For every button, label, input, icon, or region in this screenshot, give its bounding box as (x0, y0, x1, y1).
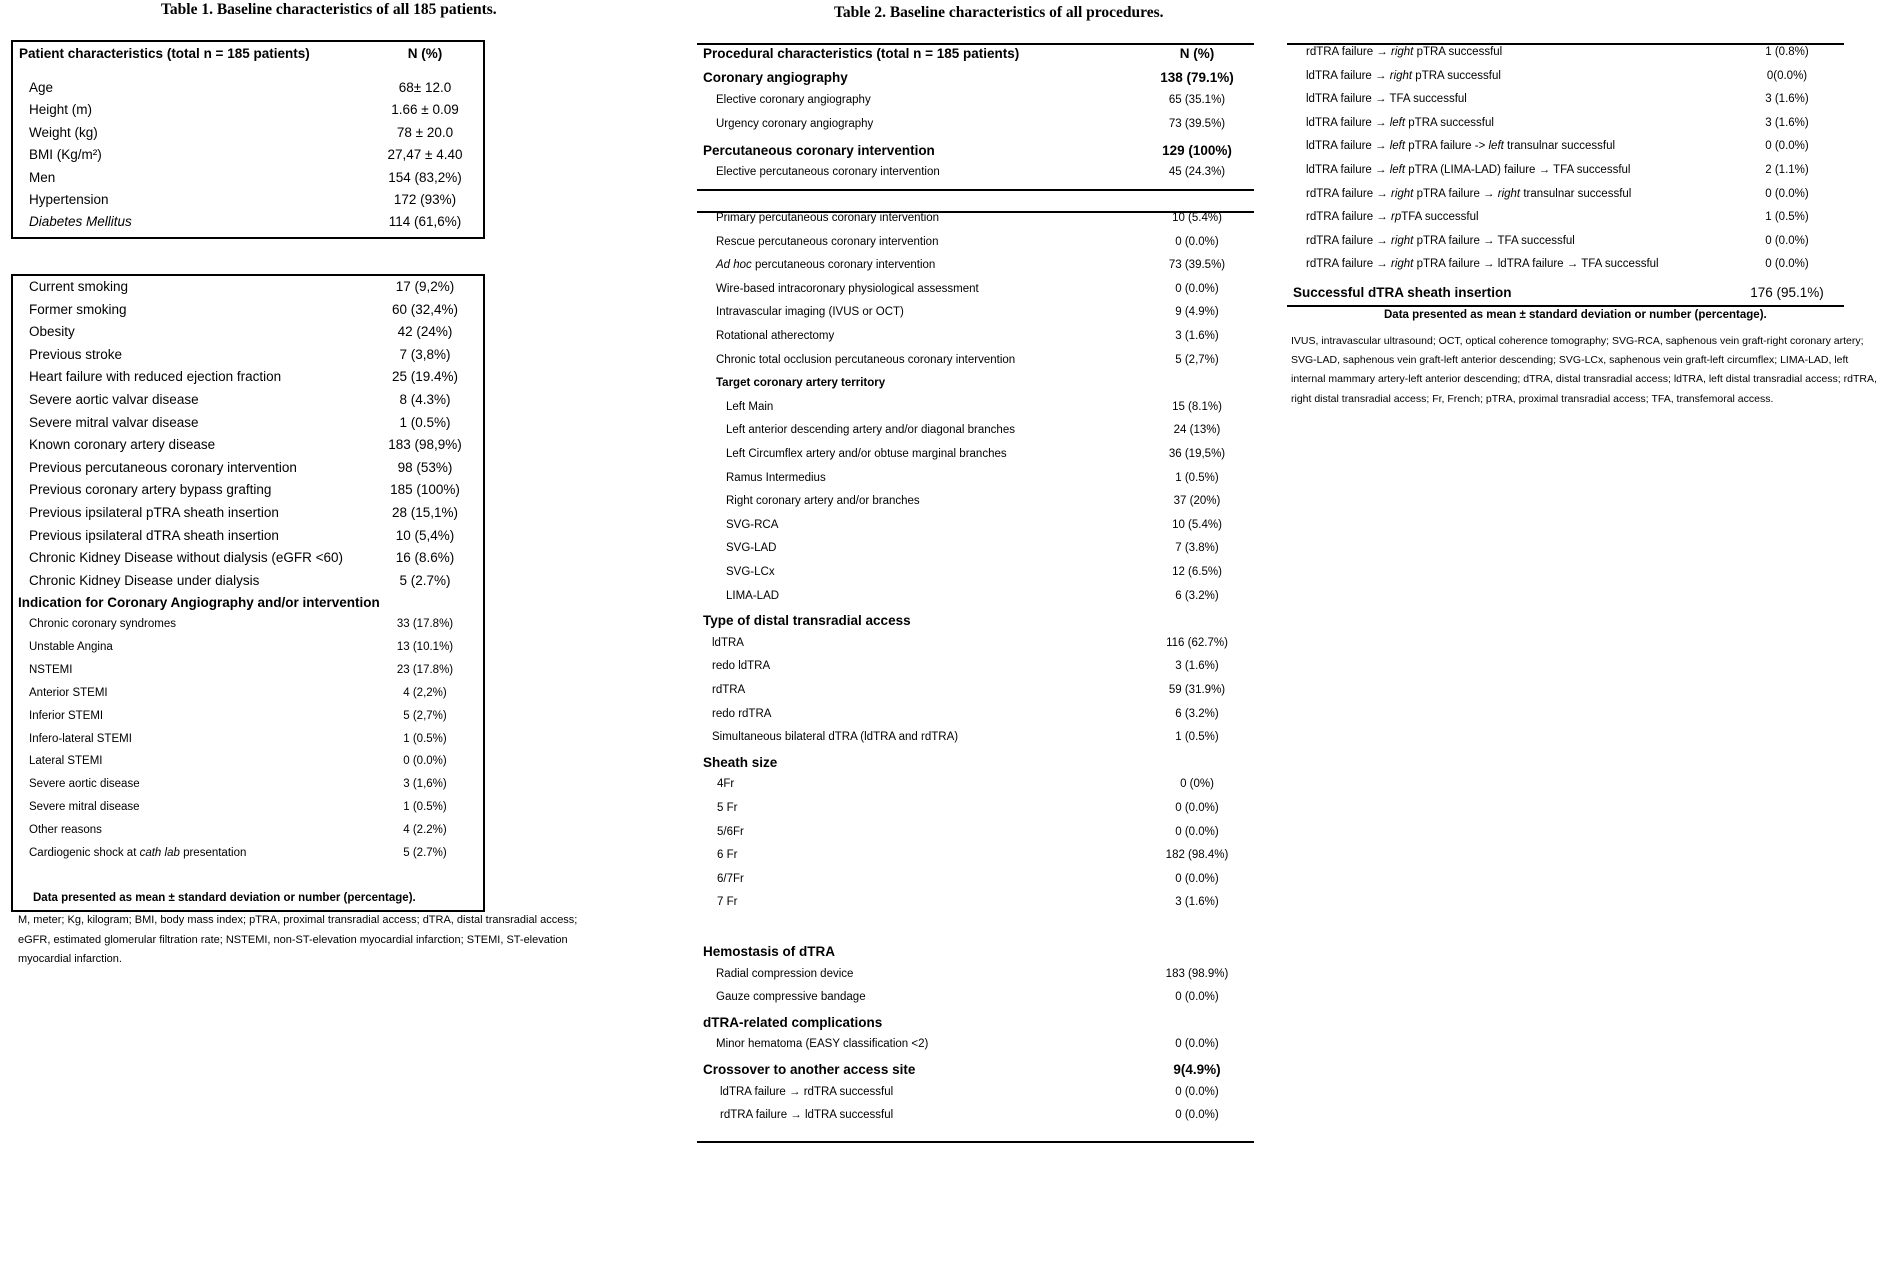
row-value: 28 (15,1%) (391, 505, 459, 520)
row-value: 25 (19.4%) (391, 369, 459, 385)
row-value: 15 (8.1%) (1172, 400, 1222, 413)
table2-bottom-rule (697, 1141, 1254, 1143)
row-value: 0 (0.0%) (1765, 140, 1809, 153)
row-label: Intravascular imaging (IVUS or OCT) (716, 306, 904, 319)
row-value: 42 (24%) (397, 324, 453, 340)
label-text: ldTRA failure → (1306, 69, 1390, 82)
row-label: Unstable Angina (29, 640, 113, 653)
row-label: SVG-LAD (726, 542, 777, 555)
row-value: 7 (3.8%) (1175, 542, 1219, 555)
row-value: 0 (0%) (1180, 778, 1214, 791)
row-label: Lateral STEMI (29, 755, 103, 768)
row-label (1306, 46, 1502, 58)
row-value: 129 (100%) (1162, 143, 1232, 158)
row-label: SVG-LCx (726, 566, 775, 578)
row-value: 17 (9,2%) (395, 279, 455, 294)
row-value: 1 (0.5%) (1175, 471, 1219, 484)
row-label: Previous coronary artery bypass grafting (29, 482, 272, 498)
row-value: 23 (17.8%) (396, 663, 454, 676)
row-label: Type of distal transradial access (703, 613, 911, 629)
row-label: rdTRA (712, 684, 746, 696)
table1-header-label: Patient characteristics (total n = 185 patients) (19, 46, 310, 61)
row-value: 78 ± 20.0 (396, 125, 454, 140)
row-value: 3 (1,6%) (403, 778, 447, 791)
row-label (1306, 140, 1615, 152)
label-italic: right (1391, 187, 1414, 200)
table2-success-label: Successful dTRA sheath insertion (1293, 285, 1512, 300)
abbreviation-line: myocardial infarction. (18, 953, 122, 965)
row-value: 0 (0.0%) (1175, 282, 1219, 295)
label-text: rdTRA failure → (1306, 46, 1391, 58)
row-label (1306, 211, 1479, 223)
row-value: 10 (5.4%) (1172, 518, 1222, 531)
label-text: pTRA failure → (1413, 187, 1498, 200)
label-text: pTRA successful (1412, 69, 1501, 82)
row-value: 1.66 ± 0.09 (391, 102, 459, 117)
row-label: Left anterior descending artery and/or diagonal branches (726, 424, 1015, 437)
table2-cont-bottom-rule (1287, 305, 1844, 307)
row-label: Crossover to another access site (703, 1062, 916, 1077)
row-value: 185 (100%) (390, 482, 460, 498)
row-label: 5/6Fr (717, 825, 744, 838)
row-label (1306, 188, 1631, 200)
row-value: 9(4.9%) (1173, 1062, 1221, 1077)
row-value: 0 (0.0%) (1175, 1085, 1219, 1098)
row-value: 1 (0.5%) (399, 414, 451, 430)
label-italic: cath lab (139, 847, 180, 859)
row-value: 5 (2,7%) (403, 709, 447, 722)
row-label: SVG-RCA (726, 518, 779, 531)
label-italic: rp (1391, 211, 1402, 224)
label-italic: right (1389, 69, 1413, 82)
row-value: 1 (0.5%) (1765, 211, 1809, 224)
row-label: Radial compression device (716, 967, 854, 980)
row-value: 6 (3.2%) (1175, 589, 1219, 602)
table2-cont-top-rule (1287, 43, 1844, 45)
label-text: pTRA successful (1405, 116, 1494, 129)
row-value: 45 (24.3%) (1168, 166, 1226, 178)
row-value: 60 (32,4%) (391, 301, 459, 317)
row-label: Severe mitral valvar disease (29, 414, 199, 430)
row-label: Primary percutaneous coronary intervention (716, 212, 940, 224)
row-value: 24 (13%) (1173, 424, 1221, 437)
row-value: 0 (0.0%) (1765, 258, 1809, 271)
row-label: Previous percutaneous coronary intervention (29, 459, 297, 475)
row-label: Gauze compressive bandage (716, 991, 866, 1004)
row-value: 5 (2.7%) (403, 847, 447, 859)
row-value: 0 (0.0%) (1765, 234, 1809, 247)
row-value: 59 (31.9%) (1168, 684, 1226, 696)
row-label: 5 Fr (717, 802, 738, 814)
row-label: Chronic coronary syndromes (29, 618, 177, 630)
row-value: 5 (2.7%) (399, 572, 451, 588)
row-label: 6/7Fr (717, 872, 744, 885)
row-label: Percutaneous coronary intervention (703, 143, 935, 158)
row-label: Left Main (726, 400, 774, 413)
label-text: TFA successful (1401, 211, 1479, 224)
label-text: rdTRA failure → (1306, 258, 1391, 271)
row-value: 0 (0.0%) (1765, 187, 1809, 200)
label-text: pTRA (LIMA-LAD) failure → TFA successful (1405, 164, 1631, 176)
row-label (716, 259, 935, 271)
row-label: Urgency coronary angiography (716, 118, 874, 130)
row-value: 0 (0.0%) (1175, 872, 1219, 885)
row-label: Wire-based intracoronary physiological assessment (716, 282, 979, 295)
abbreviation-line: right distal transradial access; Fr, French; pTRA, proximal transradial access; TFA, transfemoral access. (1291, 392, 1774, 405)
row-value: 1 (0.5%) (1175, 731, 1219, 744)
row-label: Anterior STEMI (29, 686, 108, 699)
row-value: 0 (0.0%) (1175, 1109, 1219, 1122)
row-label: 6 Fr (717, 849, 738, 862)
label-text: pTRA failure → ldTRA failure → TFA successful (1413, 258, 1659, 271)
label-text: ldTRA failure → (1306, 164, 1390, 176)
row-value: 13 (10.1%) (396, 640, 454, 653)
row-label: Men (29, 170, 56, 185)
label-text: presentation (179, 847, 247, 859)
indication-header: Indication for Coronary Angiography and/or intervention (18, 595, 380, 611)
row-label: Chronic Kidney Disease without dialysis (eGFR <60) (29, 550, 344, 566)
row-label: Chronic total occlusion percutaneous coronary intervention (716, 353, 1016, 366)
label-text: ldTRA failure → (1306, 116, 1390, 129)
table2-success-value: 176 (95.1%) (1750, 285, 1824, 300)
row-value: 1 (0.5%) (403, 801, 447, 814)
label-italic: left (1389, 116, 1406, 129)
row-label: ldTRA (712, 636, 744, 649)
row-value: 3 (1.6%) (1175, 660, 1219, 673)
label-text: transulnar successful (1520, 187, 1632, 200)
row-label: Height (m) (29, 102, 93, 117)
row-label: NSTEMI (29, 663, 73, 676)
row-value: 3 (1.6%) (1175, 330, 1219, 342)
row-value: 1 (0.5%) (403, 732, 447, 745)
row-value: 3 (1.6%) (1765, 116, 1809, 129)
label-text: pTRA failure -> (1405, 140, 1489, 153)
row-value: 3 (1.6%) (1765, 93, 1809, 106)
row-value: 182 (98.4%) (1165, 849, 1229, 862)
row-value: 10 (5,4%) (395, 527, 455, 543)
row-label: Previous ipsilateral dTRA sheath insertion (29, 527, 279, 543)
row-label: Severe aortic disease (29, 778, 140, 791)
row-label: Chronic Kidney Disease under dialysis (29, 572, 260, 588)
row-label: Target coronary artery territory (716, 377, 886, 390)
row-label: redo ldTRA (712, 660, 771, 673)
row-value: 0 (0.0%) (1175, 825, 1219, 838)
row-label: Previous stroke (29, 346, 123, 362)
label-italic: right (1391, 234, 1414, 247)
abbreviation-line: eGFR, estimated glomerular filtration rate; NSTEMI, non-ST-elevation myocardial infarction; STEMI, ST-elevation (18, 933, 568, 946)
row-label: Obesity (29, 324, 75, 340)
label-italic: Ad hoc (716, 259, 752, 272)
row-value: 154 (83,2%) (388, 170, 462, 185)
row-label: Minor hematoma (EASY classification <2) (716, 1038, 929, 1051)
table1-box-history (11, 274, 485, 912)
row-value: 0 (0.0%) (1175, 991, 1219, 1004)
table1-data-note: Data presented as mean ± standard deviation or number (percentage). (33, 892, 416, 904)
row-label: Severe aortic valvar disease (29, 392, 199, 407)
row-value: 116 (62.7%) (1166, 636, 1228, 649)
row-label: ldTRA failure → rdTRA successful (720, 1085, 894, 1098)
row-label: Other reasons (29, 824, 102, 837)
row-label: Elective percutaneous coronary intervention (716, 166, 940, 178)
abbreviation-line: SVG-LAD, saphenous vein graft-left anterior descending; SVG-LCx, saphenous vein graft-left circumflex; LIMA-LAD, left (1291, 354, 1849, 367)
row-value: 0 (0.0%) (1175, 802, 1219, 814)
row-label: Inferior STEMI (29, 709, 104, 722)
table1-box-demographics (11, 40, 485, 239)
row-label: Right coronary artery and/or branches (726, 495, 920, 508)
table1-title: Table 1. Baseline characteristics of all 185 patients. (161, 1, 497, 18)
row-label: 7 Fr (717, 896, 738, 909)
abbreviation-line: internal mammary artery-left anterior descending; dTRA, distal transradial access; ldTRA, left distal transradial access; rdTRA, (1291, 373, 1877, 386)
label-italic: right (1497, 187, 1521, 200)
table2-header-label: Procedural characteristics (total n = 185 patients) (703, 46, 1020, 61)
row-value: 2 (1.1%) (1765, 164, 1809, 176)
row-label: rdTRA failure → ldTRA successful (720, 1109, 894, 1122)
row-value: 6 (3.2%) (1175, 707, 1219, 720)
row-label: Rescue percutaneous coronary intervention (716, 235, 939, 248)
row-value: 0 (0.0%) (1175, 235, 1219, 248)
row-value: 27,47 ± 4.40 (387, 147, 463, 162)
row-label: Known coronary artery disease (29, 437, 216, 453)
label-text: ldTRA failure → TFA successful (1306, 93, 1467, 106)
row-label: Age (29, 80, 54, 95)
row-value: 68± 12.0 (398, 80, 452, 95)
row-label (1306, 117, 1494, 129)
row-value: 0(0.0%) (1766, 69, 1808, 82)
row-label: Current smoking (29, 279, 129, 294)
label-text: transulnar successful (1503, 140, 1616, 153)
row-value: 10 (5.4%) (1172, 212, 1222, 224)
abbreviation-line: M, meter; Kg, kilogram; BMI, body mass index; pTRA, proximal transradial access; dTRA, distal transradial access; (18, 914, 578, 926)
row-value: 5 (2,7%) (1175, 353, 1219, 366)
label-text: pTRA successful (1413, 46, 1503, 58)
label-text: rdTRA failure → (1306, 211, 1391, 224)
row-label: Simultaneous bilateral dTRA (ldTRA and rdTRA) (712, 731, 959, 744)
row-value: 114 (61,6%) (388, 214, 462, 229)
abbreviation-line: IVUS, intravascular ultrasound; OCT, optical coherence tomography; SVG-RCA, saphenous vein graft-right coronary artery; (1291, 335, 1864, 347)
row-value: 183 (98,9%) (388, 437, 462, 453)
row-label: Infero-lateral STEMI (29, 732, 132, 745)
row-value: 7 (3,8%) (399, 346, 451, 362)
row-value: 33 (17.8%) (396, 618, 454, 630)
row-label: Severe mitral disease (29, 801, 140, 814)
row-label (1306, 164, 1630, 176)
row-value: 16 (8.6%) (395, 550, 455, 566)
label-italic: right (1391, 46, 1414, 58)
label-italic: left (1389, 164, 1406, 176)
row-label: Previous ipsilateral pTRA sheath insertion (29, 505, 279, 520)
row-label: Former smoking (29, 301, 127, 317)
row-value: 4 (2,2%) (403, 686, 447, 699)
label-text: rdTRA failure → (1306, 234, 1391, 247)
row-label: Left Circumflex artery and/or obtuse marginal branches (726, 448, 1007, 460)
row-value: 183 (98.9%) (1165, 967, 1229, 980)
row-label (1306, 235, 1575, 247)
row-value: 37 (20%) (1173, 495, 1221, 508)
row-label: Weight (kg) (29, 125, 98, 140)
row-value: 36 (19,5%) (1168, 448, 1226, 460)
row-label: BMI (Kg/m²) (29, 147, 102, 162)
table2-title: Table 2. Baseline characteristics of all procedures. (834, 4, 1164, 21)
row-label (1306, 70, 1501, 82)
row-value: 0 (0.0%) (403, 755, 447, 768)
row-value: 138 (79.1%) (1160, 70, 1234, 85)
row-value: 1 (0.8%) (1765, 46, 1809, 58)
row-label: LIMA-LAD (726, 589, 780, 602)
table2-top-rule (697, 43, 1254, 45)
row-value: 73 (39.5%) (1168, 118, 1226, 130)
row-label: Hemostasis of dTRA (703, 944, 836, 959)
row-value: 9 (4.9%) (1175, 306, 1219, 319)
label-italic: right (1391, 258, 1414, 271)
row-value: 73 (39.5%) (1168, 259, 1226, 272)
row-value: 12 (6.5%) (1172, 566, 1222, 578)
row-label: redo rdTRA (712, 707, 772, 720)
row-value: 3 (1.6%) (1175, 896, 1219, 909)
row-label: Elective coronary angiography (716, 94, 871, 106)
row-label: Coronary angiography (703, 70, 848, 85)
row-label: dTRA-related complications (703, 1014, 883, 1030)
row-label: 4Fr (717, 778, 735, 791)
row-label: Sheath size (703, 754, 778, 770)
row-label (1306, 258, 1659, 270)
row-label: Diabetes Mellitus (29, 214, 132, 229)
table1-header-value: N (%) (407, 46, 443, 61)
row-label (1306, 93, 1467, 105)
label-italic: left (1389, 140, 1406, 153)
label-text: rdTRA failure → (1306, 187, 1391, 200)
row-label: Ramus Intermedius (726, 471, 826, 484)
label-italic: left (1488, 140, 1504, 153)
row-value: 0 (0.0%) (1175, 1038, 1219, 1051)
row-value: 8 (4.3%) (399, 392, 451, 407)
row-label: Hypertension (29, 192, 109, 207)
label-text: pTRA failure → TFA successful (1413, 234, 1575, 247)
row-label: Heart failure with reduced ejection fraction (29, 369, 282, 385)
row-value: 4 (2.2%) (403, 824, 447, 837)
row-value: 98 (53%) (397, 459, 453, 475)
label-text: percutaneous coronary intervention (751, 259, 936, 272)
row-value: 172 (93%) (393, 192, 457, 207)
table2-data-note: Data presented as mean ± standard deviation or number (percentage). (1384, 309, 1767, 321)
table2-header-value: N (%) (1179, 46, 1215, 61)
row-value: 65 (35.1%) (1168, 94, 1226, 106)
label-text: Cardiogenic shock at (29, 847, 140, 859)
table2-mid-rule-1 (697, 189, 1254, 191)
label-text: ldTRA failure → (1306, 140, 1390, 153)
row-label (29, 847, 246, 859)
row-label: Rotational atherectomy (716, 330, 835, 342)
